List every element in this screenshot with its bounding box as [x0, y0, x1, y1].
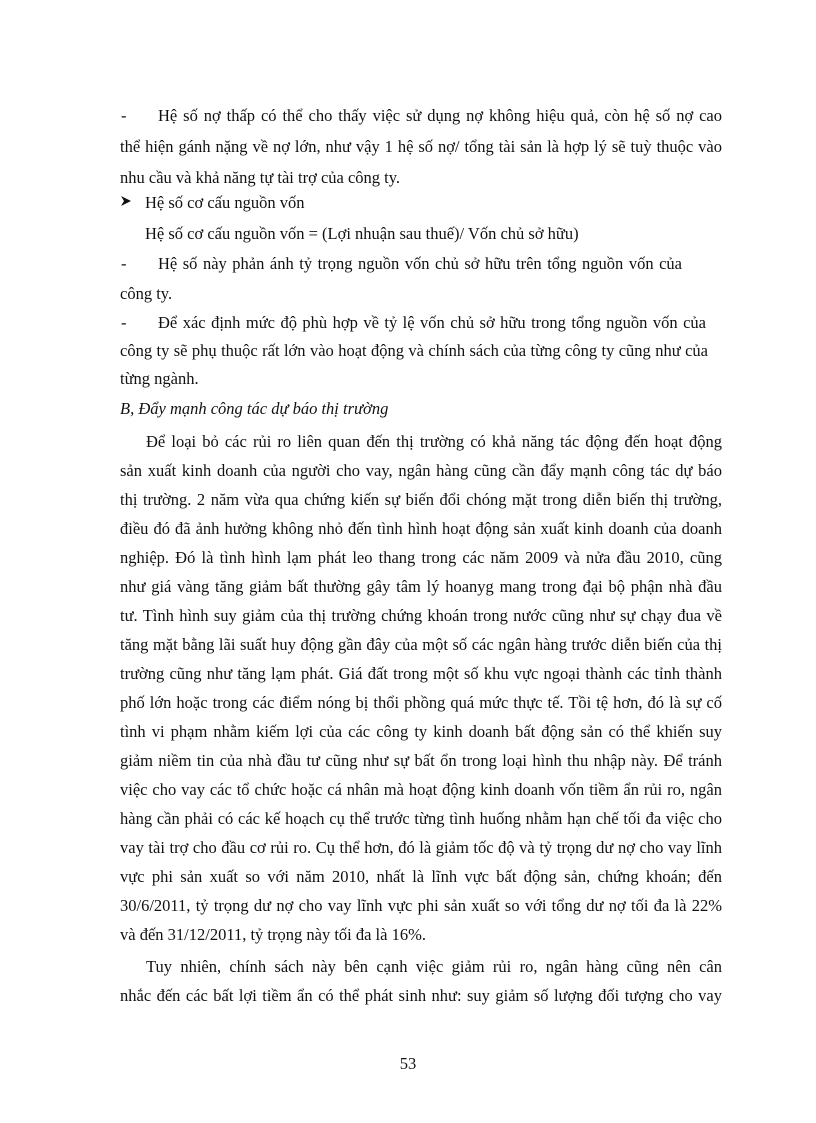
paragraph-line: sản xuất kinh doanh của người cho vay, ngân hàng cũng cần đẩy mạnh công tác dự báo — [120, 461, 722, 480]
paragraph-line: công ty sẽ phụ thuộc rất lớn vào hoạt động và chính sách của từng công ty cũng như của — [120, 341, 708, 360]
paragraph-line: tư. Tình hình suy giảm của thị trường chứng khoán trong nước cũng như sự chạy đua về — [120, 606, 722, 625]
paragraph-line: Tuy nhiên, chính sách này bên cạnh việc giảm rủi ro, ngân hàng cũng nên cân — [146, 957, 722, 976]
bullet-dash: - — [121, 106, 127, 125]
paragraph-line: hàng cần phải có các kế hoạch cụ thể trước từng tình huống nhằm hạn chế tối đa việc cho — [120, 809, 722, 828]
capital-structure-heading: Hệ số cơ cấu nguồn vốn — [145, 193, 305, 212]
paragraph-line: trường cũng như tăng lạm phát. Giá đất trong một số khu vực ngoại thành các tỉnh thành — [120, 664, 722, 683]
bullet-dash: - — [121, 313, 127, 332]
paragraph-line: 30/6/2011, tỷ trọng dư nợ cho vay lĩnh vực phi sản xuất so với tổng dư nợ tối đa là 22% — [120, 896, 722, 915]
paragraph-line: Hệ số nợ thấp có thể cho thấy việc sử dụng nợ không hiệu quả, còn hệ số nợ cao — [158, 106, 722, 125]
paragraph-line: nghiệp. Đó là tình hình lạm phát leo thang trong các năm 2009 và nửa đầu 2010, cũng — [120, 548, 722, 567]
paragraph-line: Để loại bỏ các rủi ro liên quan đến thị trường có khả năng tác động đến hoạt động — [146, 432, 722, 451]
paragraph-line: vay tài trợ cho đầu cơ rủi ro. Cụ thể hơn, đó là giảm tốc độ và tỷ trọng dư nợ cho vay lĩnh — [120, 838, 722, 857]
paragraph-line: thị trường. 2 năm vừa qua chứng kiến sự biến đổi chóng mặt trong diễn biến thị trường, — [120, 490, 722, 509]
bullet-dash: - — [121, 254, 127, 273]
paragraph-line: tăng mặt bằng lãi suất huy động gần đây của một số các ngân hàng trước diễn biến của thị — [120, 635, 722, 654]
paragraph-line: việc cho vay các tổ chức hoặc cá nhân mà hoạt động kinh doanh vốn tiềm ẩn rủi ro, ngân — [120, 780, 722, 799]
paragraph-line: nhu cầu và khả năng tự tài trợ của công ty. — [120, 168, 401, 187]
paragraph-line: công ty. — [120, 284, 173, 303]
capital-structure-formula: Hệ số cơ cấu nguồn vốn = (Lợi nhuận sau thuế)/ Vốn chủ sở hữu) — [145, 224, 579, 243]
paragraph-line: nhắc đến các bất lợi tiềm ẩn có thể phát sinh như: suy giảm số lượng đối tượng cho vay — [120, 986, 722, 1005]
paragraph-line: thể hiện gánh nặng về nợ lớn, như vậy 1 hệ số nợ/ tổng tài sản là hợp lý sẽ tuỳ thuộc vào — [120, 137, 722, 156]
paragraph-line: như giá vàng tăng giảm bất thường gây tâm lý hoanyg mang trong đại bộ phận nhà đầu — [120, 577, 722, 596]
paragraph-line: phố lớn hoặc trong các điểm nóng bị thổi phồng quá mức thực tế. Tồi tệ hơn, đó là sự cố — [120, 693, 722, 712]
paragraph-line: Để xác định mức độ phù hợp về tỷ lệ vốn chủ sở hữu trong tổng nguồn vốn của — [158, 313, 706, 332]
paragraph-line: tình vi phạm nhằm kiếm lợi của các công ty kinh doanh bất động sản có thể khiến suy — [120, 722, 722, 741]
paragraph-line: điều đó đã ảnh hưởng không nhỏ đến tình hình hoạt động sản xuất kinh doanh của doanh — [120, 519, 722, 538]
paragraph-line: và đến 31/12/2011, tỷ trọng này tối đa là 16%. — [120, 925, 426, 944]
paragraph-line: giảm niềm tin của nhà đầu tư cũng như sự bất ổn trong loại hình thu nhập này. Để tránh — [120, 751, 722, 770]
paragraph-line: Hệ số này phản ánh tỷ trọng nguồn vốn chủ sở hữu trên tổng nguồn vốn của — [158, 254, 682, 273]
page-number: 53 — [399, 1054, 417, 1073]
section-heading: B, Đẩy mạnh công tác dự báo thị trường — [120, 399, 389, 418]
paragraph-line: từng ngành. — [120, 369, 199, 388]
paragraph-line: vực phi sản xuất so với năm 2010, nhất là lĩnh vực bất động sản, chứng khoán; đến — [120, 867, 722, 886]
arrow-bullet-icon — [120, 195, 132, 207]
